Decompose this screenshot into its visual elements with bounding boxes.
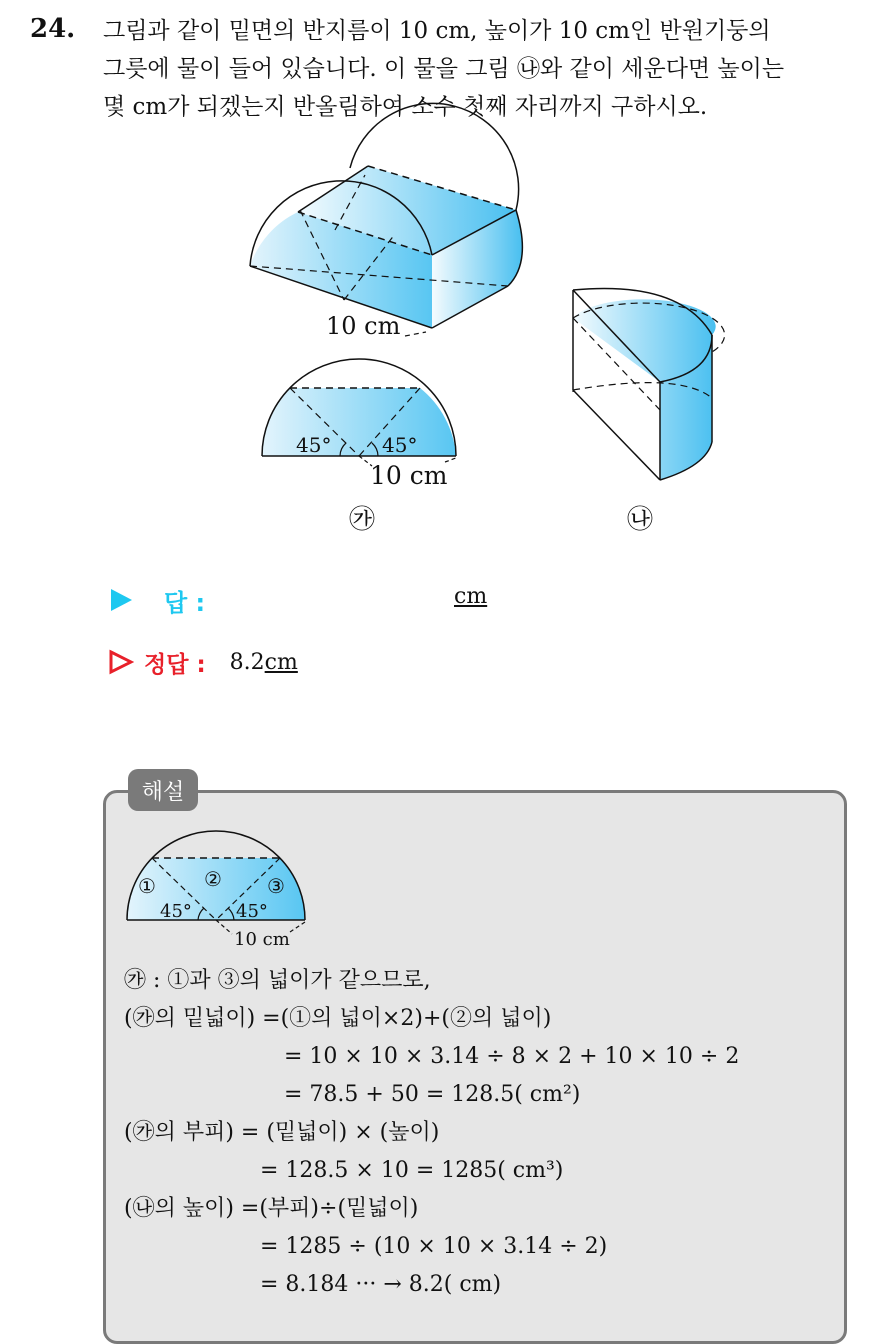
answer-unit: cm — [454, 584, 488, 609]
radius-label-section: 10 cm — [370, 461, 448, 490]
radius-label-top: 10 cm — [326, 312, 401, 340]
question-line: 몇 cm가 되겠는지 반올림하여 소수 첫째 자리까지 구하시오. — [103, 94, 708, 120]
solution-line: = 8.184 ··· → 8.2( cm) — [260, 1272, 502, 1297]
caption-ga: ㉮ — [348, 505, 376, 535]
answer-label: 답 : — [164, 588, 206, 617]
correct-label: 정답 : — [144, 651, 206, 678]
solution-radius-label: 10 cm — [234, 929, 290, 950]
solution-tag: 해설 — [128, 769, 198, 811]
caption-na: ㉯ — [626, 505, 654, 535]
solution-line: = 78.5 + 50 = 128.5( cm²) — [284, 1082, 581, 1107]
question-line: 그림과 같이 밑면의 반지름이 10 cm, 높이가 10 cm인 반원기둥의 — [103, 18, 771, 44]
solution-text — [124, 962, 739, 1304]
solution-angle-right: 45° — [236, 901, 268, 922]
region-1-label: ① — [138, 874, 156, 898]
solution-angle-left: 45° — [160, 901, 192, 922]
angle-right-label: 45° — [382, 433, 418, 457]
solution-line: = 1285 ÷ (10 × 10 × 3.14 ÷ 2) — [260, 1234, 608, 1259]
question-line: 그릇에 물이 들어 있습니다. 이 물을 그림 ㉯와 같이 세운다면 높이는 — [103, 56, 785, 82]
angle-left-label: 45° — [296, 433, 332, 457]
solution-line: = 10 × 10 × 3.14 ÷ 8 × 2 + 10 × 10 ÷ 2 — [284, 1044, 740, 1069]
solution-line: = 128.5 × 10 = 1285( cm³) — [260, 1158, 564, 1183]
solution-line: (㉮의 밑넓이) =(①의 넓이×2)+(②의 넓이) — [124, 1006, 552, 1031]
question-number: 24. — [30, 14, 76, 44]
solution-line: (㉮의 부피) = (밑넓이) × (높이) — [124, 1120, 440, 1145]
solution-line: (㉯의 높이) =(부피)÷(밑넓이) — [124, 1196, 419, 1221]
region-2-label: ② — [204, 867, 222, 891]
solution-line: ㉮ : ①과 ③의 넓이가 같으므로, — [124, 968, 431, 993]
region-3-label: ③ — [267, 874, 285, 898]
correct-unit: cm — [264, 649, 298, 675]
correct-value: 8.2 — [229, 649, 265, 675]
